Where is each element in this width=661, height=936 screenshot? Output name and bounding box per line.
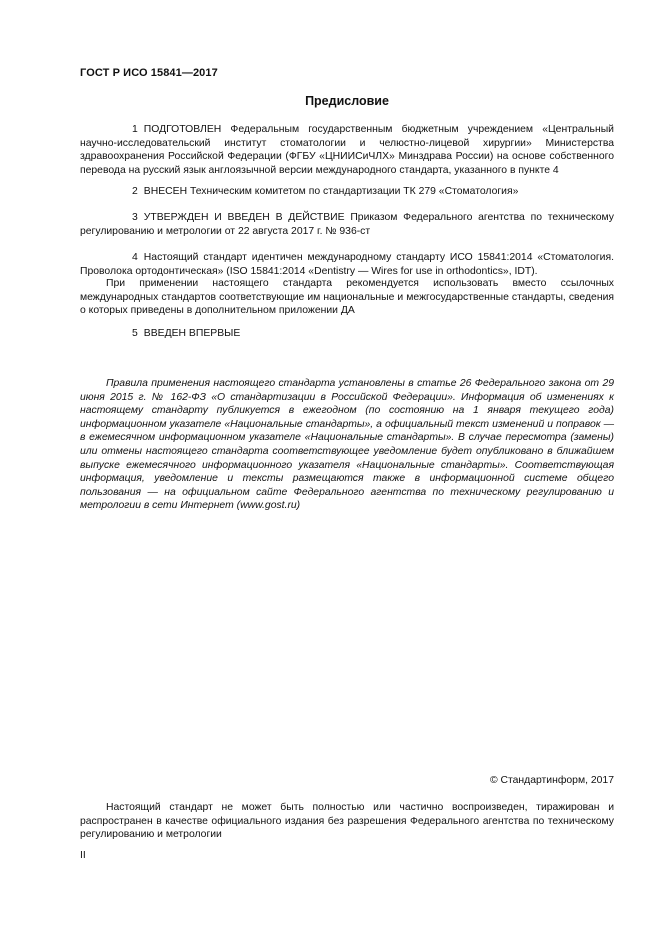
preface-item-4: [80, 251, 614, 278]
preface-item-3: [80, 211, 614, 238]
standard-usage-notice: Правила применения настоящего стандарта установлены в статье 26 Федерального закона от 29 июня 2015 г. № 162-ФЗ «О стандартизации в Российской Федерации». Информация об изменениях к настоящему стандарту публикуется в ежегодном (по состоянию на 1 января текущего года) информационном указателе «Национальные стандарты», а официальный текст изменений и поправок — в ежемесячном информационном указателе «Национальные стандарты». В случае пересмотра (замены) или отмены настоящего стандарта соответствующее уведомление будет опубликовано в ближайшем выпуске ежемесячного информационного указателя «Национальные стандарты». Соответствующая информация, уведомление и тексты размещаются также в информационной системе общего пользования — на официальном сайте Федерального агентства по техническому регулированию и метрологии в сети Интернет (www.gost.ru): [80, 378, 614, 512]
item-text: ПОДГОТОВЛЕН Федеральным государственным бюджетным учреждением «Центральный научно-исследовательский институт стоматологии и челюстно-лицевой хирургии» Министерства здравоохранения Российской Федерации (ФГБУ «ЦНИИСиЧЛХ» Минздрава России) на основе собственного перевода на русский язык англоязычной версии международного стандарта, указанного в пункте 4: [80, 124, 614, 176]
preface-item-1: [80, 123, 614, 177]
item-text: УТВЕРЖДЕН И ВВЕДЕН В ДЕЙСТВИЕ Приказом Федерального агентства по техническому регулированию и метрологии от 22 августа 2017 г. № 936-ст: [80, 212, 614, 237]
item-number: 1: [132, 124, 138, 135]
preface-item-2: [80, 185, 614, 199]
item-text: ВВЕДЕН ВПЕРВЫЕ: [143, 328, 241, 339]
reproduction-rights-notice: Настоящий стандарт не может быть полностью или частично воспроизведен, тиражирован и распространен в качестве официального издания без разрешения Федерального агентства по техническому регулированию и метрологии: [80, 802, 614, 841]
preface-item-5: [80, 327, 614, 341]
item-number: 3: [132, 212, 138, 223]
item-text: Настоящий стандарт идентичен международному стандарту ИСО 15841:2014 «Стоматология. Проволока ортодонтическая» (ISO 15841:2014 «Dentistry — Wires for use in orthodontics», IDT).: [80, 252, 614, 277]
copyright-line: © Стандартинформ, 2017: [489, 775, 614, 786]
item-text: ВНЕСЕН Техническим комитетом по стандартизации ТК 279 «Стоматология»: [143, 186, 519, 197]
item-number: 5: [132, 328, 138, 339]
document-code: ГОСТ Р ИСО 15841—2017: [80, 67, 218, 79]
page-title: Предисловие: [305, 94, 389, 108]
item-number: 2: [132, 186, 138, 197]
preface-item-4-note: При применении настоящего стандарта рекомендуется использовать вместо ссылочных международных стандартов соответствующие им национальные и межгосударственные стандарты, сведения о которых приведены в дополнительном приложении ДА: [80, 278, 614, 317]
item-number: 4: [132, 252, 138, 263]
page-number: II: [80, 850, 86, 861]
